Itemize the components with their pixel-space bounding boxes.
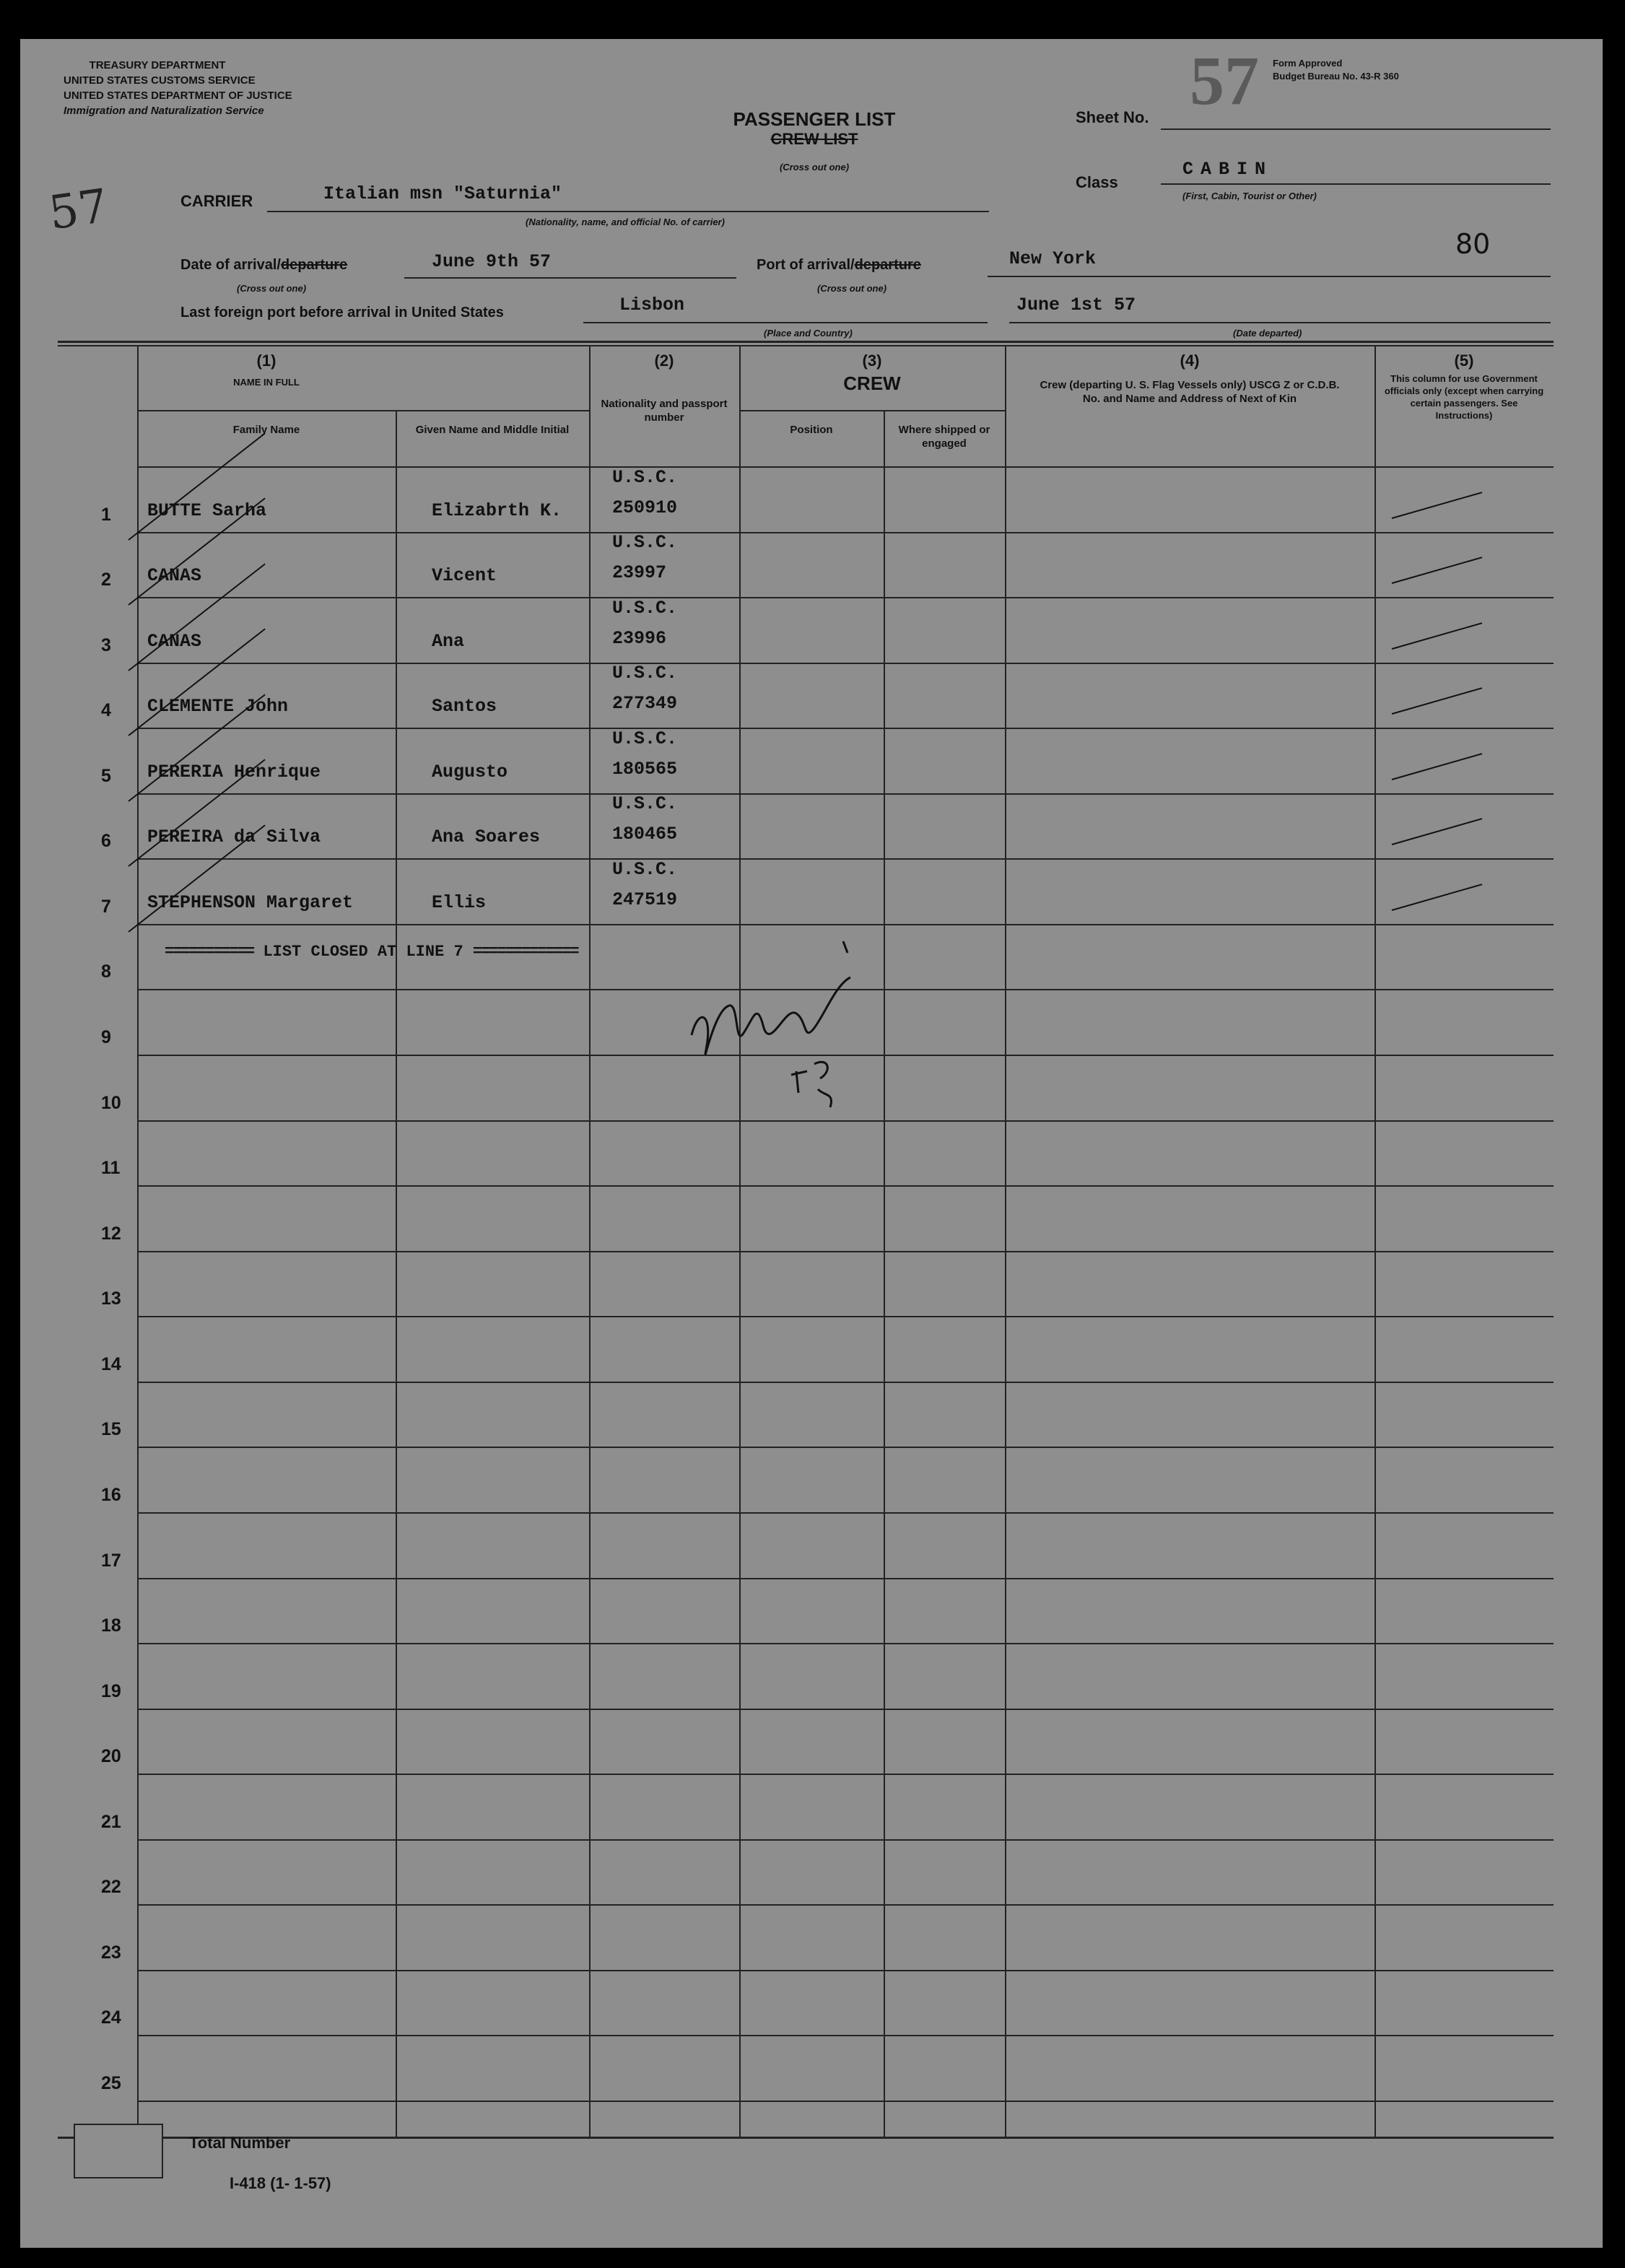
form-title-struck: CREW LIST: [770, 130, 858, 148]
arrival-date-value: June 9th 57: [432, 251, 552, 272]
port-value: New York: [1009, 248, 1097, 269]
col1-number: (1): [256, 352, 276, 370]
margin-number: 57: [45, 179, 112, 241]
passenger-list-form: [20, 39, 1603, 2248]
port-label-row: [757, 257, 921, 274]
row-number: 19: [101, 1681, 121, 1701]
row-rule: [137, 924, 1554, 925]
family-name-cell: CANAS: [147, 631, 202, 652]
row-rule: [137, 793, 1554, 795]
port-label: Port of arrival/: [757, 257, 855, 273]
table-top-rule-2: [58, 345, 1554, 346]
row-rule: [137, 2101, 1554, 2102]
sheet-underline: [1161, 128, 1551, 130]
row-rule: [137, 1709, 1554, 1710]
col-line-given: [589, 345, 591, 2137]
last-port-label: Last foreign port before arrival in United States: [180, 305, 504, 320]
port-underline: [988, 276, 1551, 277]
arrival-struck: departure: [280, 257, 348, 273]
dept-line-3: UNITED STATES DEPARTMENT OF JUSTICE: [64, 90, 292, 102]
col-line-position: [884, 410, 885, 2137]
row-rule: [137, 858, 1554, 860]
row-number: 12: [101, 1224, 121, 1244]
given-name-cell: Augusto: [432, 762, 508, 782]
row-number: 22: [101, 1877, 121, 1897]
row-number: 25: [101, 2073, 121, 2093]
class-note: (First, Cabin, Tourist or Other): [1182, 191, 1317, 201]
arrival-note: (Cross out one): [237, 283, 307, 294]
col-line-left: [137, 345, 139, 2137]
col2-title: Nationality and passport number: [601, 398, 728, 424]
passport-number-cell: 247519: [612, 889, 678, 910]
position-header: Position: [790, 424, 833, 436]
form-approved: Form Approved: [1273, 58, 1343, 69]
row-number: 1: [101, 505, 111, 525]
class-value: CABIN: [1182, 159, 1273, 180]
row-rule: [137, 1578, 1554, 1579]
passport-number-cell: 277349: [612, 693, 678, 714]
official-check-stroke: [1392, 622, 1483, 650]
family-name-cell: BUTTE Sarha: [147, 500, 267, 521]
last-port-value: Lisbon: [619, 295, 685, 315]
arrival-label: Date of arrival/: [180, 257, 281, 273]
list-closed-note: [165, 943, 578, 961]
port-struck: departure: [854, 257, 921, 273]
where-shipped-header: Where shipped or engaged: [898, 424, 990, 450]
row-rule: [137, 1839, 1554, 1841]
total-number-label: Total Number: [189, 2134, 291, 2152]
row-rule: [137, 1316, 1554, 1317]
passport-number-cell: 250910: [612, 497, 678, 518]
row-number: 5: [101, 766, 111, 786]
nationality-cell: U.S.C.: [612, 728, 678, 749]
date-departed-underline: [1009, 322, 1551, 323]
row-number: 7: [101, 897, 111, 917]
total-number-box: [74, 2124, 163, 2178]
nationality-cell: U.S.C.: [612, 467, 678, 488]
budget-bureau: Budget Bureau No. 43-R 360: [1273, 71, 1399, 82]
row-number: 9: [101, 1027, 111, 1047]
dept-line-2: UNITED STATES CUSTOMS SERVICE: [64, 74, 256, 87]
row-rule: [137, 2035, 1554, 2036]
nationality-cell: U.S.C.: [612, 663, 678, 684]
form-title: PASSENGER LIST: [733, 108, 896, 130]
passport-number-cell: 23997: [612, 562, 667, 583]
row-rule: [137, 1251, 1554, 1252]
row-number: 13: [101, 1288, 121, 1309]
sheet-number: 57: [1190, 42, 1259, 119]
nationality-cell: U.S.C.: [612, 598, 678, 619]
row-rule: [137, 728, 1554, 729]
row-rule: [137, 1512, 1554, 1514]
nationality-cell: U.S.C.: [612, 532, 678, 553]
official-check-stroke: [1392, 818, 1483, 845]
official-check-stroke: [1392, 884, 1483, 911]
given-name-cell: Elizabrth K.: [432, 500, 562, 521]
list-closed-text: LIST CLOSED AT LINE 7: [263, 943, 463, 961]
row-number: 11: [101, 1158, 121, 1178]
row-rule: [137, 1447, 1554, 1448]
date-departed-value: June 1st 57: [1016, 295, 1136, 315]
col5-number: (5): [1454, 352, 1474, 370]
col-line-family: [396, 410, 397, 2137]
list-closed-dash-left: ===========: [165, 943, 254, 961]
row-number: 20: [101, 1746, 121, 1766]
row-rule: [137, 1643, 1554, 1644]
arrival-label-row: [180, 257, 347, 274]
official-check-stroke: [1392, 557, 1483, 584]
date-departed-note: (Date departed): [1233, 328, 1302, 339]
dept-line-4: Immigration and Naturalization Service: [64, 105, 264, 117]
col-line-crew: [1005, 345, 1006, 2137]
carrier-value: Italian msn "Saturnia": [323, 183, 562, 204]
passport-number-cell: 180565: [612, 759, 678, 780]
sheet-label: Sheet No.: [1076, 108, 1149, 126]
checkmark-stroke: [128, 432, 265, 540]
row-number: 17: [101, 1550, 121, 1571]
col4-title: Crew (departing U. S. Flag Vessels only) USCG Z or C.D.B. No. and Name and Address of Next of Kin: [1040, 379, 1340, 405]
family-name-cell: CLEMENTE John: [147, 696, 289, 717]
row-number: 10: [101, 1093, 121, 1113]
official-check-stroke: [1392, 687, 1483, 715]
form-code: I-418 (1- 1-57): [230, 2174, 331, 2192]
crew-header: CREW: [843, 372, 901, 394]
row-number: 6: [101, 831, 111, 851]
col-line-nationality: [739, 345, 741, 2137]
row-number: 16: [101, 1485, 121, 1505]
family-name-cell: STEPHENSON Margaret: [147, 892, 354, 913]
family-name-cell: PERERIA Henrique: [147, 762, 321, 782]
nationality-cell: U.S.C.: [612, 793, 678, 814]
title-cross-out-note: (Cross out one): [779, 162, 850, 173]
given-name-cell: Ellis: [432, 892, 487, 913]
col5-title: This column for use Government officials only (except when carrying certain passengers. See Instructions): [1384, 373, 1544, 421]
arrival-underline: [404, 277, 736, 279]
row-rule: [137, 1904, 1554, 1906]
list-closed-dash-right: =============: [472, 943, 578, 961]
nationality-cell: U.S.C.: [612, 859, 678, 880]
row-number: 18: [101, 1615, 121, 1636]
carrier-underline: [267, 211, 989, 212]
family-name-cell: CANAS: [147, 565, 202, 586]
row-rule: [137, 1382, 1554, 1383]
port-note: (Cross out one): [817, 283, 887, 294]
row-rule: [137, 532, 1554, 533]
crew-subheader-rule: [739, 410, 1005, 411]
official-check-stroke: [1392, 492, 1483, 519]
col4-number: (4): [1180, 352, 1200, 370]
count-value: 80: [1455, 228, 1491, 260]
col1-title: NAME IN FULL: [233, 377, 300, 388]
passport-number-cell: 180465: [612, 824, 678, 845]
last-port-note: (Place and Country): [764, 328, 853, 339]
given-name-cell: Ana: [432, 631, 465, 652]
row-number: 14: [101, 1354, 121, 1374]
row-rule: [137, 1774, 1554, 1775]
dept-line-1: TREASURY DEPARTMENT: [89, 59, 226, 71]
passport-number-cell: 23996: [612, 628, 667, 649]
row-number: 24: [101, 2007, 121, 2028]
row-number: 8: [101, 961, 111, 982]
handwritten-signature: [670, 927, 915, 1143]
row-rule: [137, 663, 1554, 664]
given-name-cell: Santos: [432, 696, 497, 717]
given-name-cell: Ana Soares: [432, 826, 541, 847]
last-port-underline: [583, 322, 988, 323]
col3-number: (3): [862, 352, 882, 370]
row-number: 23: [101, 1942, 121, 1963]
official-check-stroke: [1392, 753, 1483, 780]
header-bottom-rule: [137, 466, 1554, 468]
given-name-cell: Vicent: [432, 565, 497, 586]
row-number: 4: [101, 700, 111, 720]
class-label: Class: [1076, 173, 1118, 191]
col2-number: (2): [654, 352, 674, 370]
row-rule: [137, 1185, 1554, 1187]
carrier-note: (Nationality, name, and official No. of carrier): [526, 217, 725, 227]
row-number: 15: [101, 1419, 121, 1439]
row-number: 2: [101, 570, 111, 590]
table-top-rule: [58, 341, 1554, 343]
row-number: 21: [101, 1812, 121, 1832]
family-name-header: Family Name: [232, 424, 300, 436]
given-name-header: Given Name and Middle Initial: [415, 424, 570, 436]
name-subheader-rule: [137, 410, 589, 411]
class-underline: [1161, 183, 1551, 185]
row-number: 3: [101, 635, 111, 655]
family-name-cell: PEREIRA da Silva: [147, 826, 321, 847]
row-rule: [137, 597, 1554, 598]
col-line-kin: [1375, 345, 1376, 2137]
carrier-label: CARRIER: [180, 192, 253, 210]
department-header: [64, 58, 292, 118]
row-rule: [137, 1970, 1554, 1971]
